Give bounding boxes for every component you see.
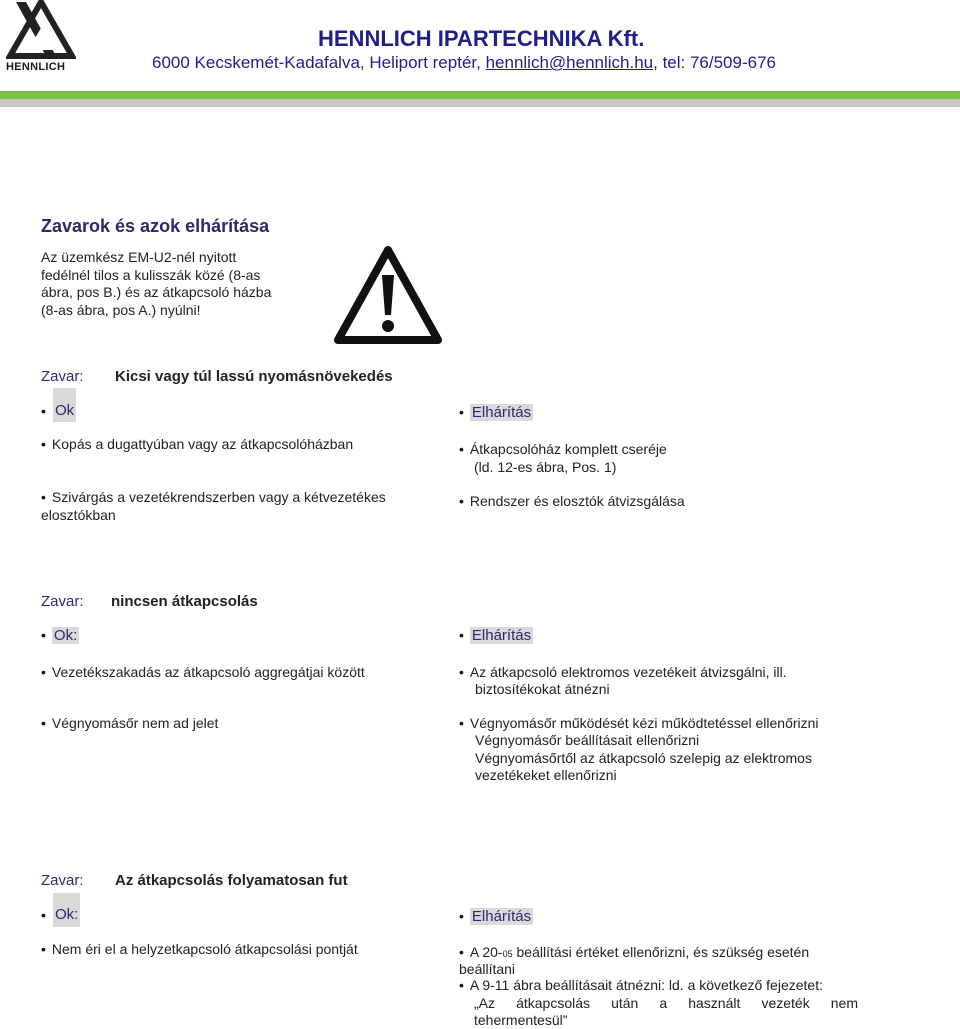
company-logo (6, 0, 76, 74)
intro-text: Az üzemkész EM-U2-nél nyitott fedélnél tilos a kulisszák közé (8-as ábra, pos B.) és az átkapcsoló házba (8-as ábra, pos A.) nyúlni! (41, 249, 272, 318)
fault-1-fix-1: • Átkapcsolóház komplett cseréje (459, 441, 667, 459)
fault-1-cause-2-cont: elosztókban (41, 507, 116, 523)
fault-2-fix-header (459, 627, 533, 645)
fault-3-fix-2: • A 9-11 ábra beállításait átnézni: ld. a következő fejezetet: (459, 977, 859, 995)
fault-3-title: Az átkapcsolás folyamatosan fut (115, 872, 348, 889)
fault-3-fix-2-line2: „Az átkapcsolás után a használt vezeték nem (474, 995, 858, 1011)
hennlich-logo-icon (6, 0, 76, 60)
cause-label: Ok: (53, 627, 78, 644)
fix-label: Elhárítás (471, 627, 532, 644)
header-green-bar (0, 91, 960, 99)
email-link[interactable]: hennlich@hennlich.hu (485, 53, 654, 72)
cause-label: Ok: (53, 893, 80, 927)
fault-2-title: nincsen átkapcsolás (111, 593, 258, 610)
fault-1-fix-header (459, 404, 533, 422)
fault-1-cause-1: • Kopás a dugattyúban vagy az átkapcsolóházban (41, 436, 353, 454)
fault-2-fix-2: • Végnyomásőr működését kézi működtetéssel ellenőrizni (459, 715, 819, 733)
fault-2-fix-2-line2: Végnyomásőr beállításait ellenőrizni (475, 732, 700, 748)
logo-text: HENNLICH (6, 61, 66, 73)
fault-3-cause-1: • Nem éri el a helyzetkapcsoló átkapcsolási pontját (41, 941, 358, 959)
fault-2-fix-2-line4: vezetékeket ellenőrizni (475, 767, 617, 783)
fault-3-fix-1-cont: beállítani (459, 961, 516, 977)
company-address: 6000 Kecskemét-Kadafalva, Heliport reptér, hennlich@hennlich.hu, tel: 76/509-676 (152, 53, 776, 72)
cause-label: Ok (53, 388, 76, 422)
fault-1-label: Zavar: (41, 368, 84, 385)
fault-3-label: Zavar: (41, 872, 84, 889)
fix-label: Elhárítás (471, 404, 532, 421)
header-grey-bar (0, 99, 960, 107)
fault-1-cause-2: • Szivárgás a vezetékrendszerben vagy a kétvezetékes (41, 489, 386, 507)
fault-2-fix-1-cont: biztosítékokat átnézni (475, 681, 610, 697)
fault-3-fix-header (459, 908, 533, 926)
fault-2-fix-1: • Az átkapcsoló elektromos vezetékeit átvizsgálni, ill. (459, 664, 787, 682)
warning-triangle-icon (333, 245, 443, 345)
fault-1-fix-2: • Rendszer és elosztók átvizsgálása (459, 493, 685, 511)
fault-2-cause-1: • Vezetékszakadás az átkapcsoló aggregátjai között (41, 664, 365, 682)
fault-2-label: Zavar: (41, 593, 84, 610)
fault-3-fix-1: • A 20-05 beállítási értéket ellenőrizni, és szükség esetén (459, 944, 809, 964)
fault-2-fix-2-line3: Végnyomásőrtől az átkapcsoló szelepig az elektromos (475, 750, 812, 766)
fix-label: Elhárítás (471, 908, 532, 925)
company-name: HENNLICH IPARTECHNIKA Kft. (318, 26, 645, 51)
fault-2-cause-2: • Végnyomásőr nem ad jelet (41, 715, 218, 733)
fault-2-cause-header (41, 627, 79, 645)
fault-3-fix-2-line3: tehermentesül” (474, 1012, 568, 1028)
section-title: Zavarok és azok elhárítása (41, 216, 270, 236)
fault-1-title: Kicsi vagy túl lassú nyomásnövekedés (115, 368, 393, 385)
fault-1-fix-1-cont: (ld. 12-es ábra, Pos. 1) (474, 459, 617, 475)
